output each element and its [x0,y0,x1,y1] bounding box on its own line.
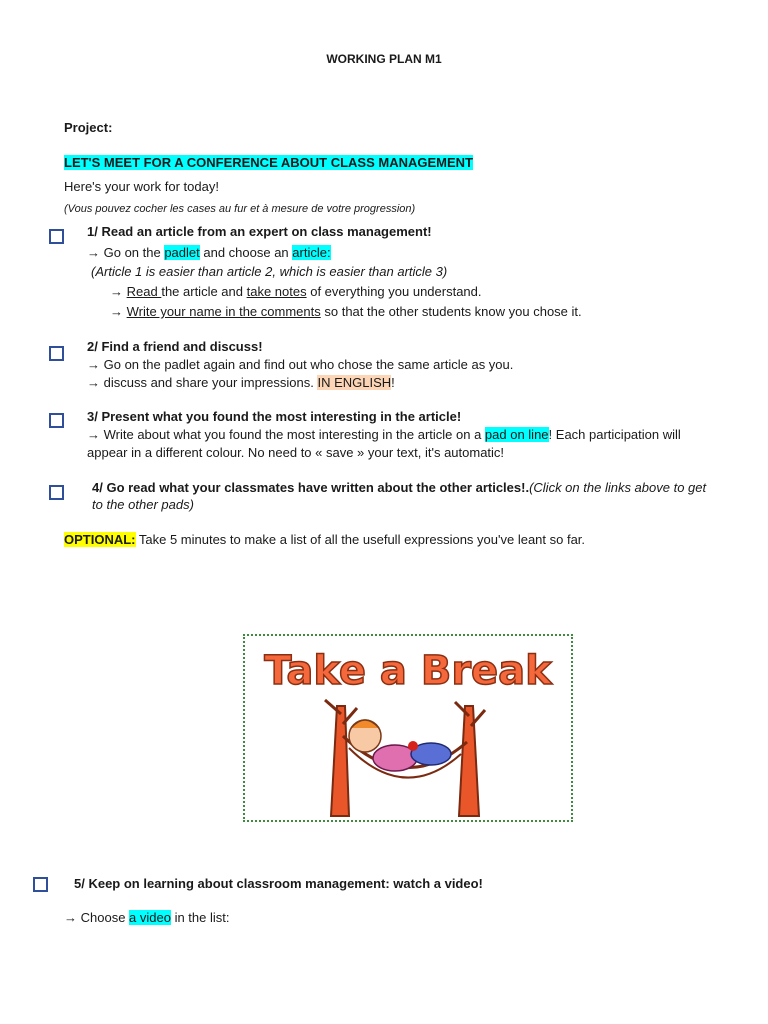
optional-line [64,532,585,547]
step5-heading: 5/ Keep on learning about classroom management: watch a video! [74,876,483,891]
step1-line3-mid: the article and [161,284,247,299]
progress-note: (Vous pouvez cocher les cases au fur et à mesure de votre progression) [64,203,416,215]
step5-line1 [64,910,230,925]
step1-line4-post: so that the other students know you chose it. [320,304,582,319]
take-a-break-image [243,634,573,822]
step3-line1-post: ! Each participation will [548,427,681,442]
step5-line1-pre: → Choose [64,910,130,925]
project-title-text: LET'S MEET FOR A CONFERENCE ABOUT CLASS MANAGEMENT [64,155,473,170]
step1-line3-arrow: → [110,284,127,299]
step2-heading: 2/ Find a friend and discuss! [87,339,263,354]
take-a-break-illustration [245,636,571,820]
step2-line2-pre: → discuss and share your impressions. [87,375,318,390]
step4-italic1: (Click on the links above to get [529,480,707,495]
step1-heading: 1/ Read an article from an expert on class management! [87,224,432,239]
article-link[interactable]: article: [292,245,331,260]
step4-line1 [92,480,706,495]
step2-line1: → Go on the padlet again and find out who chose the same article as you. [87,357,514,372]
optional-text: Take 5 minutes to make a list of all the usefull expressions you've leant so far. [135,532,586,547]
padlet-link[interactable]: padlet [164,245,200,260]
step3-heading: 3/ Present what you found the most interesting in the article! [87,409,462,424]
step2-line2 [87,375,395,390]
project-label: Project: [64,120,113,135]
take-a-break-text: Take a Break [264,648,552,694]
pad-on-line-link[interactable]: pad on line [484,427,549,442]
step4-checkbox[interactable] [49,485,64,500]
read-text: Read [126,284,162,299]
take-notes-text: take notes [246,284,307,299]
step5-checkbox[interactable] [33,877,48,892]
step2-checkbox[interactable] [49,346,64,361]
step1-line4-arrow: → [110,304,127,319]
step3-line1-pre: → Write about what you found the most interesting in the article on a [87,427,485,442]
step1-line3-post: of everything you understand. [306,284,482,299]
project-title [64,155,473,170]
step1-line2: (Article 1 is easier than article 2, which is easier than article 3) [91,264,448,279]
step5-line1-post: in the list: [170,910,230,925]
step4-italic2: to the other pads) [92,497,194,512]
step4-heading: 4/ Go read what your classmates have written about the other articles!. [92,480,530,495]
intro-text: Here's your work for today! [64,179,219,194]
step3-line1 [87,427,681,442]
step1-line1-pre: → Go on the [87,245,165,260]
step1-line1 [87,245,331,260]
optional-label: OPTIONAL: [64,532,136,547]
step1-checkbox[interactable] [49,229,64,244]
step3-checkbox[interactable] [49,413,64,428]
write-name-text: Write your name in the comments [126,304,321,319]
step1-line4 [110,304,582,319]
video-link[interactable]: a video [129,910,171,925]
in-english-highlight: IN ENGLISH [317,375,392,390]
page-title: WORKING PLAN M1 [326,52,442,66]
step1-line3 [110,284,482,299]
step2-line2-post: ! [391,375,395,390]
step3-line2: appear in a different colour. No need to « save » your text, it's automatic! [87,445,505,460]
step1-line1-mid: and choose an [199,245,293,260]
